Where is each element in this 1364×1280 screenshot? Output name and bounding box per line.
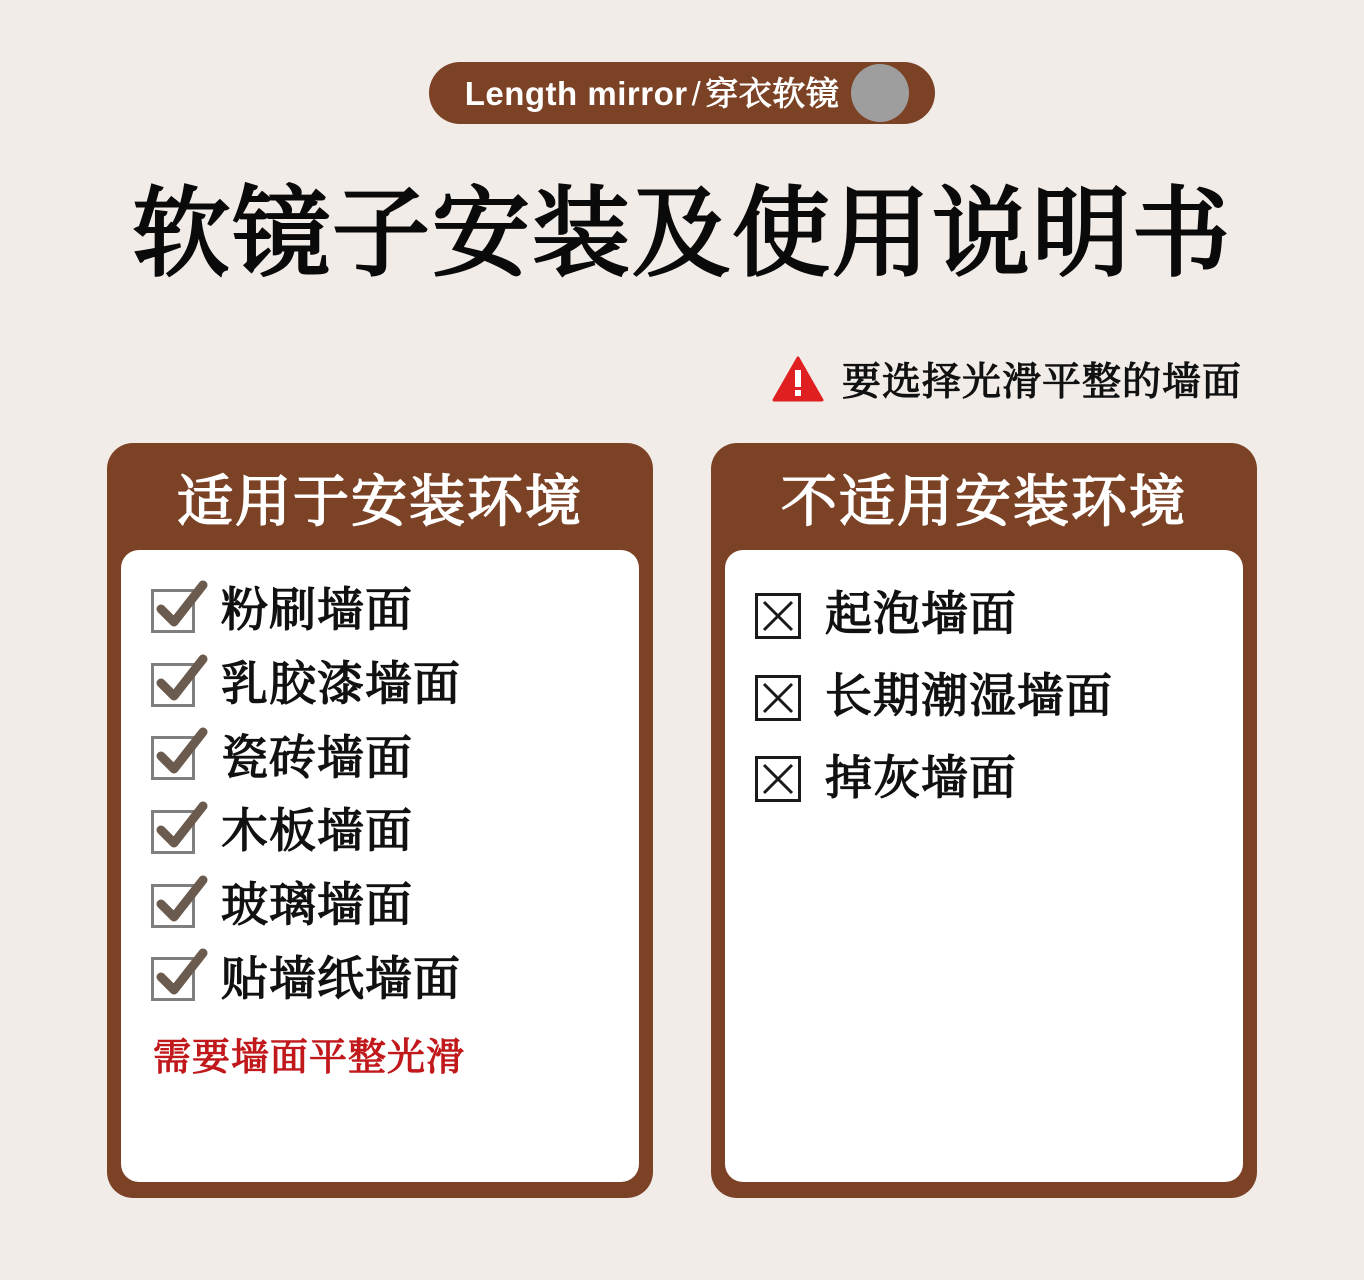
checkbox-checked-icon: [151, 953, 201, 1003]
warning-text: 要选择光滑平整的墙面: [841, 360, 1242, 404]
list-item-label: 掉灰墙面: [825, 750, 1017, 804]
warning-notice: [0, 351, 1364, 407]
product-badge[interactable]: [429, 62, 936, 124]
list-item-label: 木板墙面: [221, 804, 413, 858]
list-item: [151, 879, 613, 931]
list-item: [151, 953, 613, 1005]
warning-triangle-icon: [772, 356, 824, 402]
list-item: [151, 584, 613, 636]
list-item: [151, 658, 613, 710]
list-item-label: 乳胶漆墙面: [221, 656, 461, 710]
checkbox-checked-icon: [151, 659, 201, 709]
panel-unsuitable-heading: 不适用安装环境: [781, 469, 1187, 533]
checkbox-checked-icon: [151, 732, 201, 782]
list-item: [755, 670, 1217, 722]
checkbox-checked-icon: [151, 585, 201, 635]
panel-suitable: [107, 443, 653, 1199]
badge-text-en: Length mirror: [464, 74, 688, 112]
list-item: [151, 805, 613, 857]
badge-bar: [0, 0, 1364, 124]
list-item: [151, 732, 613, 784]
suitable-list: [151, 584, 613, 1004]
page-title: 软镜子安装及使用说明书: [131, 178, 1232, 288]
environment-panels: [0, 443, 1364, 1199]
list-item: [755, 752, 1217, 804]
checkbox-crossed-icon: [755, 671, 805, 721]
list-item-label: 玻璃墙面: [221, 877, 413, 931]
badge-text: [464, 74, 840, 112]
list-item-label: 起泡墙面: [825, 587, 1017, 641]
checkbox-crossed-icon: [755, 752, 805, 802]
badge-text-zh: 穿衣软镜: [705, 74, 840, 112]
panel-unsuitable: [711, 443, 1257, 1199]
list-item-label: 瓷砖墙面: [221, 730, 413, 784]
unsuitable-list: [755, 584, 1217, 803]
panel-suitable-heading: 适用于安装环境: [177, 469, 583, 533]
toggle-knob-icon[interactable]: [851, 64, 909, 122]
panel-unsuitable-body: [725, 550, 1243, 1182]
suitable-note: 需要墙面平整光滑: [153, 1037, 466, 1080]
panel-suitable-body: [121, 550, 639, 1182]
badge-separator: /: [691, 74, 702, 112]
list-item-label: 长期潮湿墙面: [825, 668, 1113, 722]
checkbox-crossed-icon: [755, 589, 805, 639]
list-item-label: 粉刷墙面: [221, 583, 413, 637]
list-item: [755, 588, 1217, 640]
checkbox-checked-icon: [151, 880, 201, 930]
list-item-label: 贴墙纸墙面: [221, 951, 461, 1005]
checkbox-checked-icon: [151, 806, 201, 856]
